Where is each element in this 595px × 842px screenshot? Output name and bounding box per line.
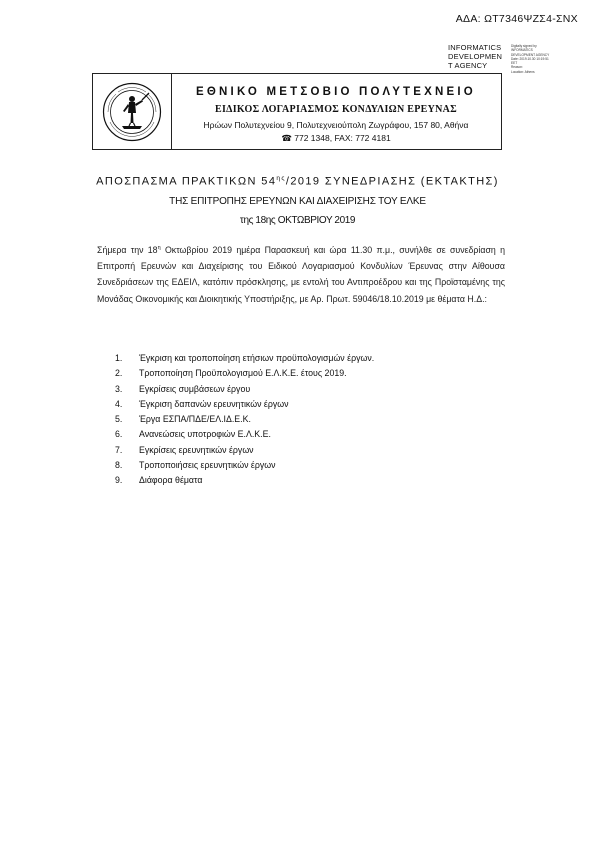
agenda-item: 2. Τροποποίηση Προϋπολογισμού Ε.Λ.Κ.Ε. έτους 2019.: [115, 368, 347, 379]
institution-contact: [171, 133, 501, 144]
meeting-date: της 18ης ΟΚΤΩΒΡΙΟΥ 2019: [239, 215, 356, 226]
signature-signer-name: INFORMATICS DEVELOPMEN T AGENCY: [448, 43, 503, 70]
institution-header: [92, 73, 502, 150]
institution-name: ΕΘΝΙΚΟ ΜΕΤΣΟΒΙΟ ΠΟΛΥΤΕΧΝΕΙΟ: [196, 86, 476, 98]
university-seal-icon: [102, 82, 162, 142]
agenda-item: 5. Έργα ΕΣΠΑ/ΠΔΕ/ΕΛ.ΙΔ.Ε.Κ.: [115, 414, 251, 425]
logo-cell: [93, 74, 172, 149]
agenda-item: 4. Έγκριση δαπανών ερευνητικών έργων: [115, 398, 289, 409]
phone-fax-numbers: 772 1348, FAX: 772 4181: [291, 133, 391, 143]
agenda-list: [115, 351, 374, 489]
agenda-item: 8. Τροποποιήσεις ερευνητικών έργων: [115, 460, 276, 471]
agenda-item: 7. Εγκρίσεις ερευνητικών έργων: [115, 444, 254, 455]
agenda-item: 3. Εγκρίσεις συμβάσεων έργου: [115, 383, 251, 394]
institution-address: Ηρώων Πολυτεχνείου 9, Πολυτεχνειούπολη Ζωγράφου, 157 80, Αθήνα: [203, 120, 469, 130]
agenda-item: 9. Διάφορα θέματα: [115, 475, 203, 486]
signature-details: Digitally signed by INFORMATICS DEVELOPMENT AGENCY Date: 2019.10.30 10:19:51 EET Reason: Location: Athens: [511, 44, 550, 74]
agenda-item: 6. Ανανεώσεις υποτροφιών Ε.Λ.Κ.Ε.: [115, 429, 271, 440]
phone-icon: ☎: [281, 133, 292, 143]
agenda-item: 1. Έγκριση και τροποποίηση ετήσιων προϋπολογισμών έργων.: [115, 353, 375, 363]
digital-signature-stamp: [448, 43, 558, 75]
document-subtitle: ΤΗΣ ΕΠΙΤΡΟΠΗΣ ΕΡΕΥΝΩΝ ΚΑΙ ΔΙΑΧΕΙΡΙΣΗΣ ΤΟΥ ΕΛΚΕ: [169, 196, 426, 207]
account-name: ΕΙΔΙΚΟΣ ΛΟΓΑΡΙΑΣΜΟΣ ΚΟΝΔΥΛΙΩΝ ΕΡΕΥΝΑΣ: [214, 104, 458, 115]
document-reference-ada: ΑΔΑ: ΩΤ7346ΨΖΣ4-ΣΝΧ: [455, 13, 578, 25]
document-title: ΑΠΟΣΠΑΣΜΑ ΠΡΑΚΤΙΚΩΝ $54^{\eta\varsigma}/2019$ ΣΥΝΕΔΡΙΑΣΗΣ (ΕΚΤΑΚΤΗΣ): [96, 175, 499, 188]
intro-paragraph: Σήμερα την $18^\eta$ Οκτωβρίου 2019 ημέρα Παρασκευή και ώρα 11.30 π.μ., συνήλθε σε συνεδρίαση η Επιτροπή Ερευνών και Διαχείρισης του Ειδικού Λογαριασμού Κονδυλίων Έρευνας στην Αίθουσα Συνεδριάσεων της ΕΔΕΙΛ, κατόπιν πρόσκλησης, με εντολή του Αντιπροέδρου και της Προϊσταμένης της Μονάδας Οικονομικής και Διοικητικής Υποστήριξης, με Αρ. Πρωτ. 59046/18.10.2019 με θέματα Η.Δ.:: [97, 244, 505, 304]
